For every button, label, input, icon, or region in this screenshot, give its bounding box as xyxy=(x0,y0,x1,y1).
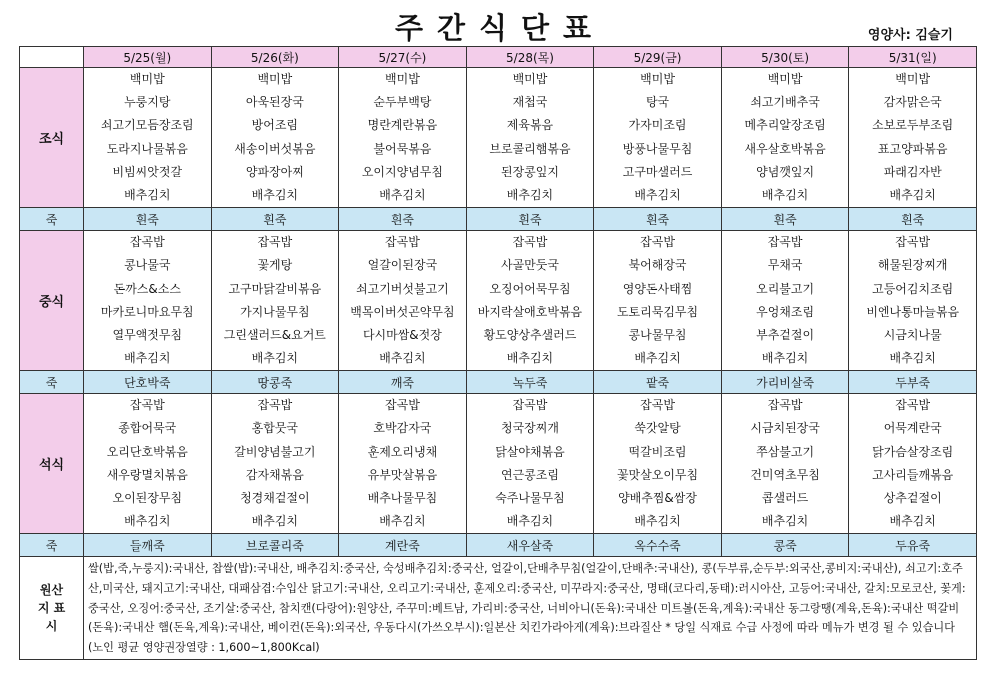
meal-label-lunch: 중식 xyxy=(20,231,84,371)
menu-item: 잡곡밥 xyxy=(512,235,548,250)
juk-cell: 두유죽 xyxy=(849,534,977,557)
menu-item: 황도양상추샐러드 xyxy=(483,327,577,342)
menu-item: 탕국 xyxy=(645,95,670,110)
juk-cell: 두부죽 xyxy=(849,371,977,394)
menu-item: 부추겉절이 xyxy=(756,327,815,342)
menu-item: 고등어김치조림 xyxy=(872,281,954,296)
menu-item: 고구마닭갈비볶음 xyxy=(228,281,322,296)
menu-item: 배추김치 xyxy=(506,514,554,529)
menu-cell-breakfast xyxy=(849,68,977,208)
menu-item: 파래김자반 xyxy=(883,164,942,179)
menu-item: 제육볶음 xyxy=(506,118,554,133)
menu-item: 양배추찜&쌈장 xyxy=(618,491,697,505)
menu-item: 잡곡밥 xyxy=(129,235,165,250)
menu-cell-lunch xyxy=(84,231,212,371)
menu-item: 돈까스&소스 xyxy=(113,281,181,296)
menu-item: 잡곡밥 xyxy=(640,398,675,413)
menu-item: 배추김치 xyxy=(761,351,809,366)
day-header: 5/31(일) xyxy=(849,47,977,68)
menu-item: 쭈삼불고기 xyxy=(756,444,815,459)
juk-cell: 브로콜리죽 xyxy=(211,534,339,557)
menu-item: 오리불고기 xyxy=(756,281,815,296)
menu-item: 해물된장찌개 xyxy=(877,258,948,273)
juk-cell: 새우살죽 xyxy=(466,534,594,557)
menu-item: 잡곡밥 xyxy=(640,235,675,250)
juk-label: 죽 xyxy=(20,208,84,231)
menu-item: 누룽지탕 xyxy=(124,95,171,110)
juk-cell: 흰죽 xyxy=(466,208,594,231)
juk-label: 죽 xyxy=(20,371,84,394)
menu-item: 배추김치 xyxy=(124,514,171,529)
page-title: 주간식단표 xyxy=(394,11,606,45)
menu-item: 잡곡밥 xyxy=(257,398,293,413)
origin-row xyxy=(20,557,977,660)
juk-cell: 흰죽 xyxy=(721,208,849,231)
juk-cell: 옥수수죽 xyxy=(594,534,722,557)
menu-item: 재첩국 xyxy=(512,95,548,110)
menu-item: 열무액젓무침 xyxy=(112,327,183,342)
menu-item: 북어해장국 xyxy=(628,258,687,273)
menu-item: 쑥갓알탕 xyxy=(634,421,681,436)
menu-cell-dinner xyxy=(339,394,467,534)
menu-item: 마카로니마요무침 xyxy=(100,304,194,319)
lunch-row xyxy=(20,231,977,371)
menu-item: 배추김치 xyxy=(889,351,936,366)
juk-cell: 팥죽 xyxy=(594,371,722,394)
menu-cell-dinner xyxy=(721,394,849,534)
menu-item: 콩나물국 xyxy=(124,258,171,273)
menu-item: 배추김치 xyxy=(889,514,936,529)
menu-item: 얼갈이된장국 xyxy=(367,258,438,273)
menu-item: 영양돈사태찜 xyxy=(622,281,693,296)
menu-item: 잡곡밥 xyxy=(767,235,803,250)
menu-item: 양파장아찌 xyxy=(245,164,304,179)
menu-item: 쇠고기버섯불고기 xyxy=(356,281,449,296)
menu-item: 배추나물무침 xyxy=(367,491,438,505)
menu-item: 도토리묵김무침 xyxy=(616,304,699,319)
menu-item: 건미역초무침 xyxy=(750,467,820,482)
menu-item: 훈제오리냉채 xyxy=(367,444,438,459)
juk-cell: 흰죽 xyxy=(84,208,212,231)
day-header: 5/27(수) xyxy=(339,47,467,68)
menu-item: 백목이버섯곤약무침 xyxy=(350,304,455,319)
menu-item: 백미밥 xyxy=(895,72,931,86)
menu-item: 백미밥 xyxy=(512,72,548,86)
menu-item: 잡곡밥 xyxy=(385,235,420,250)
header-corner xyxy=(20,47,84,68)
menu-item: 잡곡밥 xyxy=(385,398,420,413)
menu-item: 불어묵볶음 xyxy=(373,141,432,156)
menu-item: 콩나물무침 xyxy=(628,327,687,342)
dinner-row xyxy=(20,394,977,534)
menu-cell-dinner xyxy=(594,394,722,534)
menu-item: 잡곡밥 xyxy=(129,398,165,413)
menu-item: 잡곡밥 xyxy=(512,398,548,413)
menu-item: 배추김치 xyxy=(761,187,809,202)
menu-item: 시금치나물 xyxy=(883,327,942,342)
menu-item: 감자맑은국 xyxy=(883,95,942,110)
menu-item: 명란계란볶음 xyxy=(367,118,438,133)
breakfast-row xyxy=(20,68,977,208)
menu-item: 호박감자국 xyxy=(373,421,432,436)
breakfast-juk-row xyxy=(20,208,977,231)
day-header: 5/30(토) xyxy=(721,47,849,68)
menu-item: 오이된장무침 xyxy=(112,491,183,505)
menu-item: 고사리들깨볶음 xyxy=(872,467,954,482)
menu-item: 쇠고기배추국 xyxy=(750,95,820,110)
menu-cell-lunch xyxy=(721,231,849,371)
juk-cell: 땅콩죽 xyxy=(211,371,339,394)
menu-item: 순두부백탕 xyxy=(373,95,432,110)
juk-cell: 가리비살죽 xyxy=(721,371,849,394)
juk-cell: 흰죽 xyxy=(849,208,977,231)
meal-label-breakfast: 조식 xyxy=(20,68,84,208)
menu-item: 배추김치 xyxy=(634,514,681,529)
lunch-juk-row xyxy=(20,371,977,394)
menu-item: 가지나물무침 xyxy=(240,304,310,319)
menu-item: 배추김치 xyxy=(634,351,681,366)
juk-cell: 흰죽 xyxy=(594,208,722,231)
menu-cell-lunch xyxy=(594,231,722,371)
menu-item: 무채국 xyxy=(767,258,803,273)
juk-cell: 흰죽 xyxy=(339,208,467,231)
menu-item: 연근콩조림 xyxy=(500,467,559,482)
menu-item: 브로콜리햄볶음 xyxy=(489,141,571,156)
menu-item: 소보로두부조림 xyxy=(872,118,954,133)
menu-cell-breakfast xyxy=(466,68,594,208)
menu-item: 배추김치 xyxy=(251,514,299,529)
menu-cell-breakfast xyxy=(84,68,212,208)
day-header-row xyxy=(20,47,977,68)
dietitian-name: 영양사: 김슬기 xyxy=(867,28,953,43)
menu-item: 비빔씨앗젓갈 xyxy=(112,164,183,179)
menu-item: 시금치된장국 xyxy=(750,421,820,436)
menu-item: 닭가슴살장조림 xyxy=(872,444,954,459)
menu-cell-lunch xyxy=(211,231,339,371)
juk-cell: 단호박죽 xyxy=(84,371,212,394)
juk-cell: 콩죽 xyxy=(721,534,849,557)
menu-item: 오리단호박볶음 xyxy=(106,444,188,459)
menu-item: 바지락살애호박볶음 xyxy=(477,304,583,319)
menu-item: 메추리알장조림 xyxy=(744,118,826,133)
menu-item: 우엉채조림 xyxy=(756,304,815,319)
juk-cell: 흰죽 xyxy=(211,208,339,231)
menu-item: 가자미조림 xyxy=(628,118,687,133)
menu-cell-lunch xyxy=(849,231,977,371)
menu-item: 배추김치 xyxy=(634,187,681,202)
menu-item: 배추김치 xyxy=(251,187,299,202)
menu-item: 새우살호박볶음 xyxy=(744,141,826,156)
menu-cell-breakfast xyxy=(594,68,722,208)
juk-cell: 들깨죽 xyxy=(84,534,212,557)
menu-item: 종합어묵국 xyxy=(118,421,177,436)
menu-cell-lunch xyxy=(466,231,594,371)
juk-label: 죽 xyxy=(20,534,84,557)
menu-item: 표고양파볶음 xyxy=(877,141,948,156)
menu-item: 백미밥 xyxy=(640,72,675,86)
menu-item: 감자채볶음 xyxy=(245,467,304,482)
menu-cell-dinner xyxy=(211,394,339,534)
menu-item: 배추김치 xyxy=(124,187,171,202)
menu-item: 배추김치 xyxy=(761,514,809,529)
menu-item: 백미밥 xyxy=(257,72,293,86)
menu-item: 새송이버섯볶음 xyxy=(234,141,316,156)
menu-item: 닭살야채볶음 xyxy=(495,444,565,459)
menu-item: 잡곡밥 xyxy=(257,235,293,250)
menu-item: 유부맛살볶음 xyxy=(367,467,438,482)
menu-item: 비엔나통마늘볶음 xyxy=(866,304,960,319)
menu-item: 오이지양념무침 xyxy=(361,164,443,179)
menu-item: 배추김치 xyxy=(506,351,554,366)
weekly-menu-table xyxy=(19,46,977,660)
menu-item: 배추김치 xyxy=(124,351,171,366)
menu-item: 배추김치 xyxy=(251,351,299,366)
menu-item: 오징어어묵무침 xyxy=(489,281,571,296)
day-header: 5/26(화) xyxy=(211,47,339,68)
menu-item: 새우랑멸치볶음 xyxy=(106,467,188,482)
menu-item: 백미밥 xyxy=(129,72,165,86)
day-header: 5/28(목) xyxy=(466,47,594,68)
menu-cell-breakfast xyxy=(721,68,849,208)
menu-item: 숙주나물무침 xyxy=(495,491,565,505)
menu-item: 떡갈비조림 xyxy=(628,444,687,459)
meal-label-dinner: 석식 xyxy=(20,394,84,534)
menu-item: 홍합뭇국 xyxy=(251,421,299,436)
menu-item: 배추김치 xyxy=(379,351,426,366)
menu-item: 쇠고기모듬장조림 xyxy=(100,118,194,133)
menu-item: 갈비양념불고기 xyxy=(234,444,316,459)
dinner-juk-row xyxy=(20,534,977,557)
menu-item: 꽃맛살오이무침 xyxy=(616,467,699,482)
menu-item: 잡곡밥 xyxy=(895,398,931,413)
menu-item: 콥샐러드 xyxy=(761,491,809,505)
origin-text: 쌀(밥,죽,누룽지):국내산, 찹쌀(밥):국내산, 배추김치:중국산, 숙성배추김치:중국산, 얼갈이,단배추무침(얼갈이,단배추:국내산), 콩(두부류,순두부:외국산,콩비지:국내산), 쇠고기:호주산,미국산, 돼지고기:국내산, 대패삼겹:수입산 닭고기:국내산, 오리고기:국내산, 훈제오리:중국산, 미꾸라지:중국산, 명태(코다리,동태):러시아산, 고등어:국내산, 갈치:모로코산, 꽃게:중국산, 오징어:중국산, 조기살:중국산, 참치캔(다랑어):원양산, 주꾸미:베트남, 가리비:중국산, 너비아니(돈육):국내산 미트볼(돈육,계육):국내산 동그랑땡(계육,돈육):국내산 떡갈비(돈육):국내산 햄(돈육,계육):국내산, 베이컨(돈육):외국산, 우동다시(가쓰오부시):일본산 치킨가라아게(계육):브라질산 * 당일 식재료 수급 사정에 따라 메뉴가 변경 될 수 있습니다 (노인 평균 영양권장열량 : 1,600~1,800Kcal) xyxy=(84,557,977,660)
menu-item: 다시마쌈&젓장 xyxy=(362,327,442,342)
menu-item: 백미밥 xyxy=(767,72,803,86)
menu-cell-dinner xyxy=(466,394,594,534)
juk-cell: 녹두죽 xyxy=(466,371,594,394)
origin-label xyxy=(20,557,84,660)
menu-item: 잡곡밥 xyxy=(767,398,803,413)
menu-item: 그린샐러드&요거트 xyxy=(223,327,326,342)
menu-item: 아욱된장국 xyxy=(245,95,304,110)
menu-cell-dinner xyxy=(84,394,212,534)
menu-item: 어묵계란국 xyxy=(883,421,942,436)
menu-item: 꽃게탕 xyxy=(257,258,293,273)
menu-item: 도라지나물볶음 xyxy=(106,141,188,156)
menu-cell-breakfast xyxy=(211,68,339,208)
menu-item: 배추김치 xyxy=(506,187,554,202)
origin-label-text: 원산지 표시 xyxy=(37,583,66,634)
menu-item: 배추김치 xyxy=(379,187,426,202)
menu-item: 배추김치 xyxy=(889,187,936,202)
menu-cell-dinner xyxy=(849,394,977,534)
menu-item: 청경채겉절이 xyxy=(240,491,310,505)
day-header: 5/29(금) xyxy=(594,47,722,68)
menu-item: 방풍나물무침 xyxy=(622,141,693,156)
menu-cell-breakfast xyxy=(339,68,467,208)
menu-item: 상추겉절이 xyxy=(883,491,942,505)
menu-item: 배추김치 xyxy=(379,514,426,529)
day-header: 5/25(월) xyxy=(84,47,212,68)
menu-cell-lunch xyxy=(339,231,467,371)
menu-item: 방어조림 xyxy=(251,118,299,133)
menu-item: 백미밥 xyxy=(385,72,420,86)
menu-item: 된장콩잎지 xyxy=(500,164,559,179)
menu-item: 청국장찌개 xyxy=(500,421,559,436)
juk-cell: 깨죽 xyxy=(339,371,467,394)
menu-item: 잡곡밥 xyxy=(895,235,931,250)
menu-item: 사골만둣국 xyxy=(500,258,559,273)
menu-item: 고구마샐러드 xyxy=(622,164,693,179)
juk-cell: 계란죽 xyxy=(339,534,467,557)
menu-item: 양념깻잎지 xyxy=(756,164,815,179)
